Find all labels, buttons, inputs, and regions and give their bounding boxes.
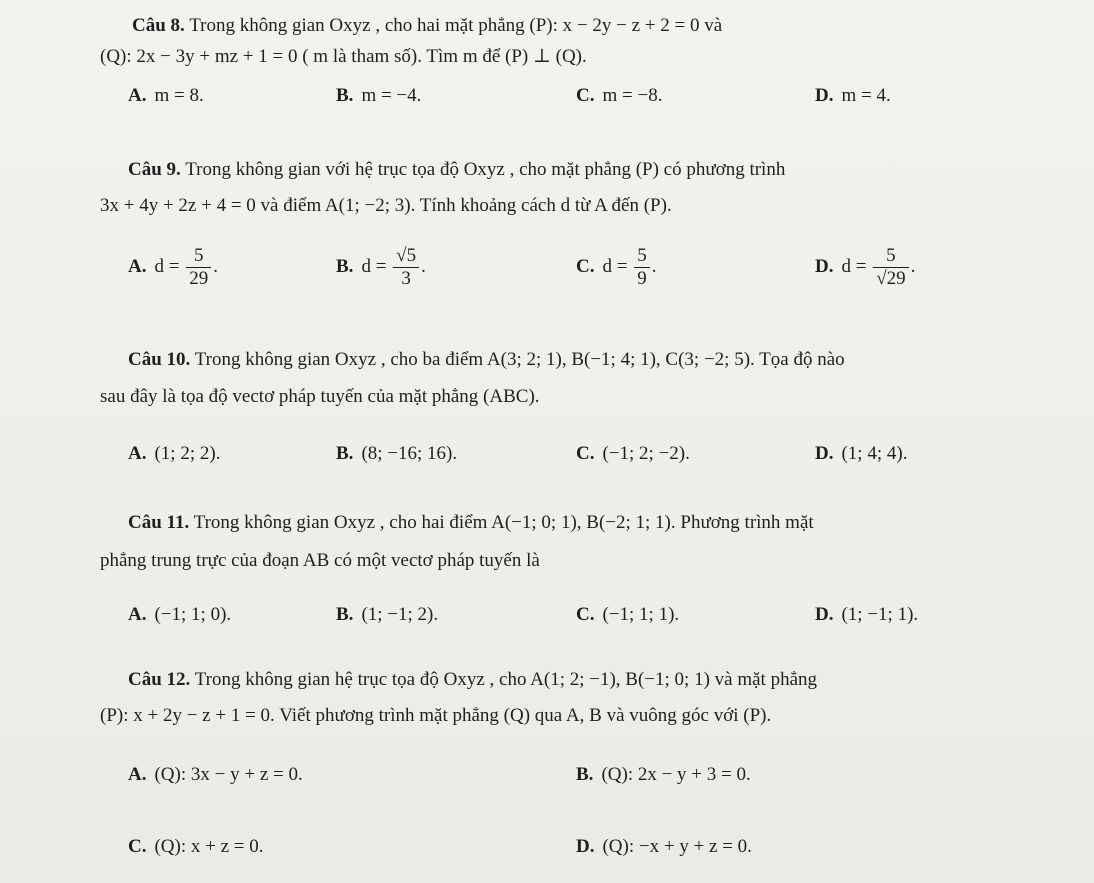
q11-option-a: A. (−1; 1; 0). [128,604,232,625]
fraction: $\frac{5}{29}$ [186,245,211,290]
q9-option-b: B. d = $\frac{√5}{3}$ . [336,245,426,289]
q10-option-b: B. (8; −16; 16). [336,443,458,464]
q9-option-a: A. d = $\frac{5}{29}$ . [128,245,218,289]
q11-option-b: B. (1; −1; 2). [336,604,439,625]
q8-option-b: B. m = −4. [336,85,422,106]
q9-option-d: D. d = $\frac{5}{√29}$ . [815,245,916,289]
q10-option-a: A. (1; 2; 2). [128,443,221,464]
q8-option-a: A. m = 8. [128,85,204,106]
q9-text-1: Trong không gian với hệ trục tọa độ Oxyz , cho mặt phẳng (P) có phương trình [180,159,786,180]
q12-option-c: C. (Q): x + z = 0. [128,836,264,857]
q11-line2: phẳng trung trực của đoạn AB có một vectơ pháp tuyến là [100,550,540,571]
q10-label: Câu 10. [128,349,191,370]
q9-label: Câu 9. [128,159,181,180]
fraction: $\frac{5}{√29}$ [873,245,908,290]
fraction: $\frac{5}{9}$ [634,245,650,290]
q12-option-d: D. (Q): −x + y + z = 0. [576,836,752,857]
q12-label: Câu 12. [128,669,191,690]
q12-text-1: Trong không gian hệ trục tọa độ Oxyz , cho A(1; 2; −1), B(−1; 0; 1) và mặt phẳng [190,669,818,690]
q8-line2: (Q): 2x − 3y + mz + 1 = 0 ( m là tham số). Tìm m để (P) ⊥ (Q). [100,46,587,67]
q10-option-d: D. (1; 4; 4). [815,443,908,464]
q12-option-a: A. (Q): 3x − y + z = 0. [128,764,303,785]
q12-line1 [128,668,817,692]
q11-line1 [128,511,814,535]
q9-line2: 3x + 4y + 2z + 4 = 0 và điểm A(1; −2; 3). Tính khoảng cách d từ A đến (P). [100,195,672,216]
q10-text-1: Trong không gian Oxyz , cho ba điểm A(3; 2; 1), B(−1; 4; 1), C(3; −2; 5). Tọa độ nào [190,349,845,370]
q8-option-d: D. m = 4. [815,85,891,106]
q11-option-d: D. (1; −1; 1). [815,604,919,625]
fraction: $\frac{√5}{3}$ [393,245,419,290]
q8-line1 [132,14,722,38]
q11-option-c: C. (−1; 1; 1). [576,604,680,625]
q8-text-1: Trong không gian Oxyz , cho hai mặt phẳng (P): x − 2y − z + 2 = 0 và [184,15,723,36]
q12-line2: (P): x + 2y − z + 1 = 0. Viết phương trình mặt phẳng (Q) qua A, B và vuông góc với (P). [100,705,772,726]
q11-label: Câu 11. [128,512,190,533]
q10-line2: sau đây là tọa độ vectơ pháp tuyến của mặt phẳng (ABC). [100,386,540,407]
q9-option-c: C. d = $\frac{5}{9}$ . [576,245,657,289]
q8-option-c: C. m = −8. [576,85,663,106]
q8-label: Câu 8. [132,15,185,36]
q10-line1 [128,348,845,372]
q9-line1 [128,158,785,182]
q10-option-c: C. (−1; 2; −2). [576,443,690,464]
q11-text-1: Trong không gian Oxyz , cho hai điểm A(−1; 0; 1), B(−2; 1; 1). Phương trình mặt [189,512,814,533]
q12-option-b: B. (Q): 2x − y + 3 = 0. [576,764,751,785]
